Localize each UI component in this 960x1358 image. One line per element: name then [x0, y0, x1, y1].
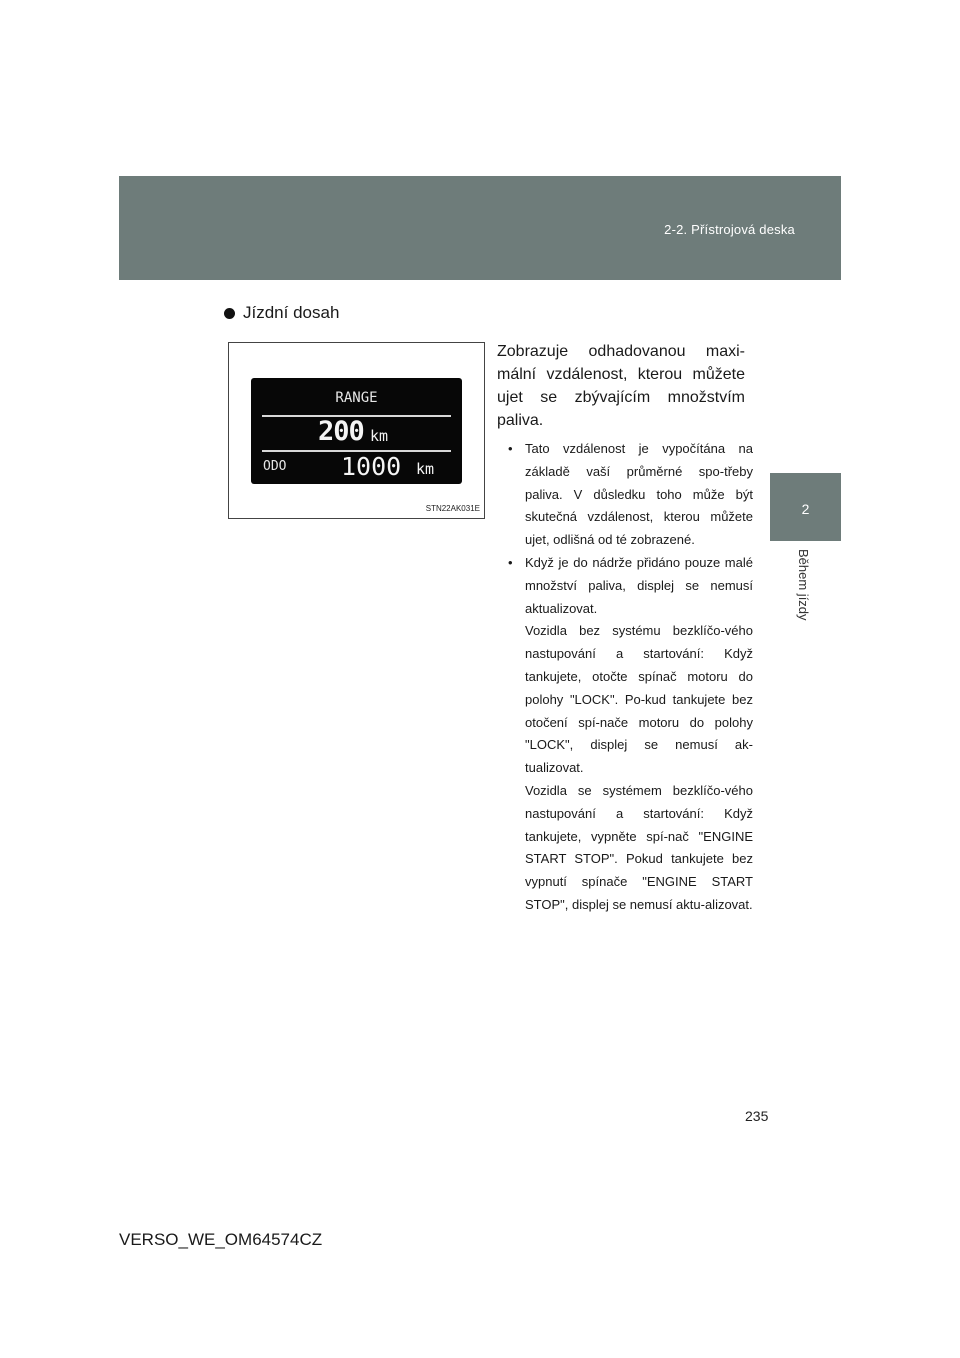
odo-unit: km — [416, 460, 435, 478]
bullet-text: Když je do nádrže přidáno pouze malé množství paliva, displej se nemusí aktualizovat. — [525, 554, 753, 616]
chapter-tab — [770, 473, 841, 541]
list-item — [508, 438, 753, 552]
document-code: VERSO_WE_OM64574CZ — [119, 1230, 323, 1249]
display-figure — [228, 342, 485, 519]
odo-value: 1000 — [341, 452, 402, 481]
figure-code: STN22AK031E — [425, 504, 480, 513]
multi-info-display — [251, 378, 462, 484]
bullet-mark: • — [508, 554, 513, 570]
bullet-mark: • — [508, 441, 513, 456]
bullet-text: Tato vzdálenost je vypočítána na základě vaší průměrné spo-třeby paliva. V důsledku toho může být skutečná vzdálenost, kterou můžete ujet, odlišná od té zobrazené. — [525, 441, 753, 548]
range-label: RANGE — [335, 390, 378, 406]
header-band — [119, 176, 841, 280]
odo-label: ODO — [263, 459, 287, 474]
range-value: 200 — [318, 416, 364, 447]
range-unit: km — [370, 427, 389, 445]
chapter-title: Během jízdy — [796, 549, 811, 621]
list-item — [508, 552, 753, 917]
chapter-number: 2 — [801, 501, 810, 517]
section-heading — [224, 303, 339, 323]
section-title: 2-2. Přístrojová deska — [664, 222, 795, 237]
bullet-dot-icon — [224, 308, 235, 319]
page-number: 235 — [745, 1108, 769, 1124]
section-heading-text: Jízdní dosah — [243, 303, 340, 322]
intro-paragraph: Zobrazuje odhadovanou maxi-mální vzdálenost, kterou můžete ujet se zbývajícím množstvím paliva. — [497, 343, 745, 429]
bullet-list — [508, 438, 753, 917]
bullet-note-with-keyless: Vozidla se systémem bezklíčo-vého nastupování a startování: Když tankujete, vypněte spí-nač "ENGINE START STOP". Pokud tankujete bez vypnutí spínače "ENGINE START STOP", displej se nemusí aktu-alizovat. — [525, 782, 753, 912]
bullet-note-without-keyless: Vozidla bez systému bezklíčo-vého nastupování a startování: Když tankujete, otočte spínač motoru do polohy "LOCK". Po-kud tankujete bez otočení spí-nače motoru do polohy "LOCK", displej se nemusí ak-tualizovat. — [525, 623, 753, 776]
